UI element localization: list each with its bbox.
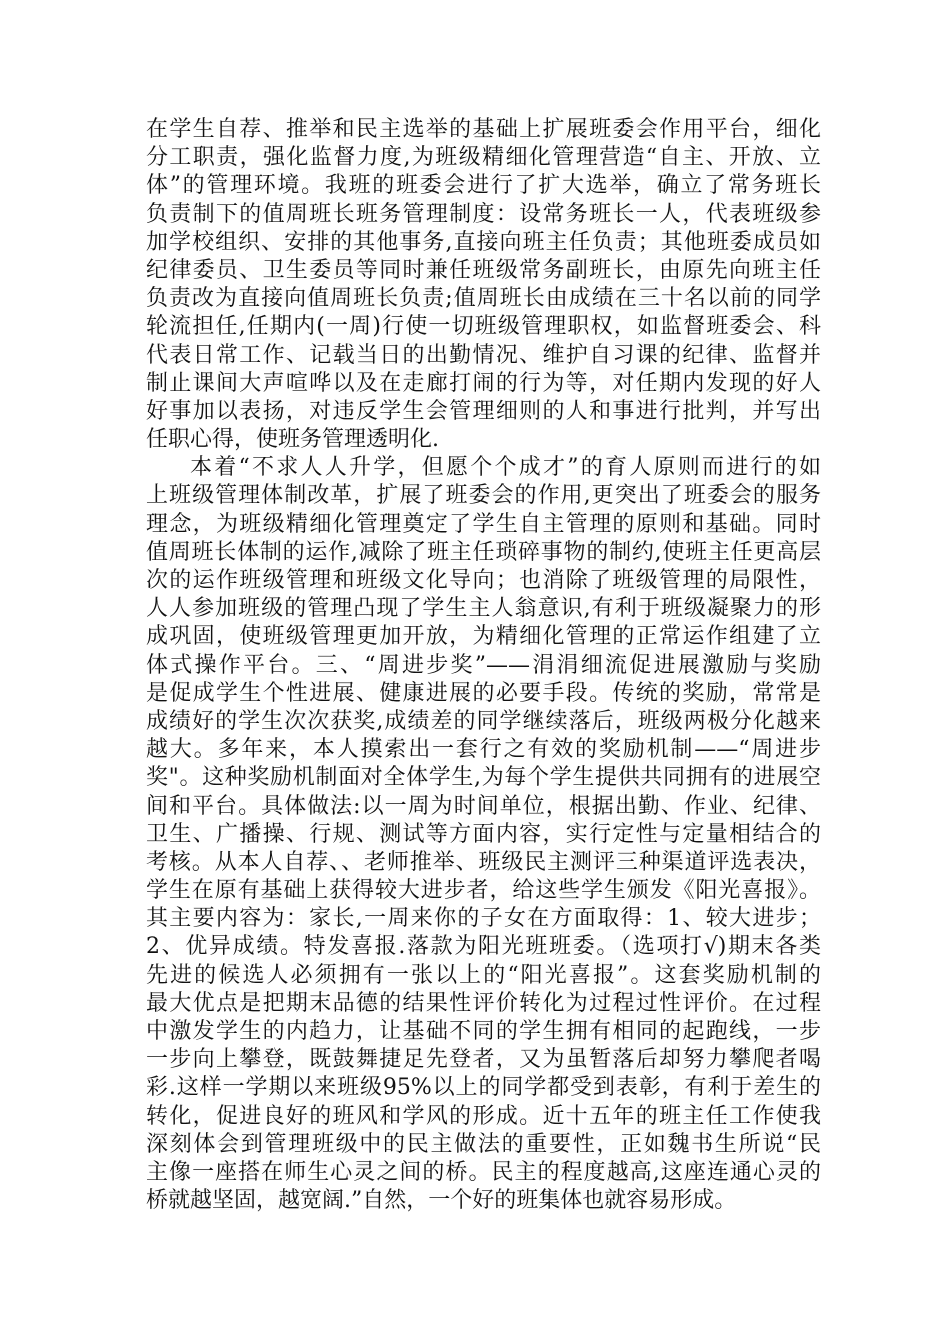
text-line: 卫生、广播操、行规、测试等方面内容，实行定性与定量相结合的	[146, 821, 821, 847]
text-line: 制止课间大声喧哗以及在走廊打闹的行为等，对任期内发现的好人	[146, 370, 821, 396]
text-line: 最大优点是把期末品德的结果性评价转化为过程过性评价。在过程	[146, 990, 821, 1016]
text-line: 先进的候选人必须拥有一张以上的“阳光喜报”。这套奖励机制的	[146, 962, 821, 988]
text-line: 学生在原有基础上获得较大进步者，给这些学生颁发《阳光喜报》。	[146, 878, 821, 904]
text-line: 任职心得，使班务管理透明化.	[146, 427, 439, 453]
text-line: 是促成学生个性进展、健康进展的必要手段。传统的奖励，常常是	[146, 680, 821, 706]
text-line: 轮流担任,任期内(一周)行使一切班级管理职权，如监督班委会、科	[146, 314, 821, 340]
text-line: 体式操作平台。三、“周进步奖”——涓涓细流促进展激励与奖励	[146, 652, 821, 678]
text-line: 负责制下的值周班长班务管理制度：设常务班长一人，代表班级参	[146, 201, 821, 227]
text-line: 深刻体会到管理班级中的民主做法的重要性，正如魏书生所说“民	[146, 1131, 821, 1157]
text-line: 加学校组织、安排的其他事务,直接向班主任负责；其他班委成员如	[146, 229, 821, 255]
text-line: 中激发学生的内趋力，让基础不同的学生拥有相同的起跑线，一步	[146, 1019, 821, 1044]
text-line: 其主要内容为：家长,一周来你的子女在方面取得：1、较大进步；	[146, 906, 821, 932]
text-line: 分工职责，强化监督力度,为班级精细化管理营造“自主、开放、立	[146, 145, 821, 171]
text-line: 纪律委员、卫生委员等同时兼任班级常务副班长，由原先向班主任	[146, 257, 821, 283]
text-line: 桥就越坚固，越宽阔.”自然，一个好的班集体也就容易形成。	[146, 1188, 737, 1214]
text-line: 理念，为班级精细化管理奠定了学生自主管理的原则和基础。同时	[146, 511, 821, 537]
text-line: 负责改为直接向值周班长负责;值周班长由成绩在三十名以前的同学	[146, 286, 821, 312]
text-line: 成绩好的学生次次获奖,成绩差的同学继续落后，班级两极分化越来	[146, 708, 821, 734]
text-line: 主像一座搭在师生心灵之间的桥。民主的程度越高,这座连通心灵的	[146, 1159, 821, 1185]
text-line: 本着“不求人人升学，但愿个个成才”的育人原则而进行的如	[190, 455, 821, 481]
text-line: 成巩固，使班级管理更加开放，为精细化管理的正常运作组建了立	[146, 624, 821, 650]
body-text	[146, 116, 821, 1215]
text-line: 代表日常工作、记载当日的出勤情况、维护自习课的纪律、监督并	[146, 342, 821, 368]
text-line: 转化，促进良好的班风和学风的形成。近十五年的班主任工作使我	[146, 1103, 821, 1129]
text-line: 值周班长体制的运作,减除了班主任琐碎事物的制约,使班主任更高层	[146, 539, 821, 565]
text-line: 一步向上攀登，既鼓舞捷足先登者，又为虽暂落后却努力攀爬者喝	[146, 1047, 821, 1073]
text-line: 体”的管理环境。我班的班委会进行了扩大选举，确立了常务班长	[146, 173, 821, 199]
text-line: 次的运作班级管理和班级文化导向；也消除了班级管理的局限性，	[146, 568, 821, 593]
text-line: 上班级管理体制改革，扩展了班委会的作用,更突出了班委会的服务	[146, 483, 821, 509]
paragraph-1	[146, 116, 821, 454]
text-line: 间和平台。具体做法:以一周为时间单位，根据出勤、作业、纪律、	[146, 793, 821, 819]
text-line: 好事加以表扬，对违反学生会管理细则的人和事进行批判，并写出	[146, 398, 821, 424]
text-line: 越大。多年来，本人摸索出一套行之有效的奖励机制——“周进步	[146, 737, 821, 763]
text-line: 2、优异成绩。特发喜报.落款为阳光班班委。（选项打√)期末各类	[146, 934, 821, 960]
text-line: 在学生自荐、推举和民主选举的基础上扩展班委会作用平台，细化	[146, 117, 821, 142]
text-line: 彩.这样一学期以来班级95%以上的同学都受到表彰，有利于差生的	[146, 1075, 821, 1101]
paragraph-2	[146, 454, 821, 1215]
text-line: 考核。从本人自荐、、老师推举、班级民主测评三种渠道评选表决，	[146, 849, 821, 875]
text-line: 人人参加班级的管理凸现了学生主人翁意识,有利于班级凝聚力的形	[146, 596, 821, 622]
text-line: 奖"。这种奖励机制面对全体学生,为每个学生提供共同拥有的进展空	[146, 765, 821, 791]
